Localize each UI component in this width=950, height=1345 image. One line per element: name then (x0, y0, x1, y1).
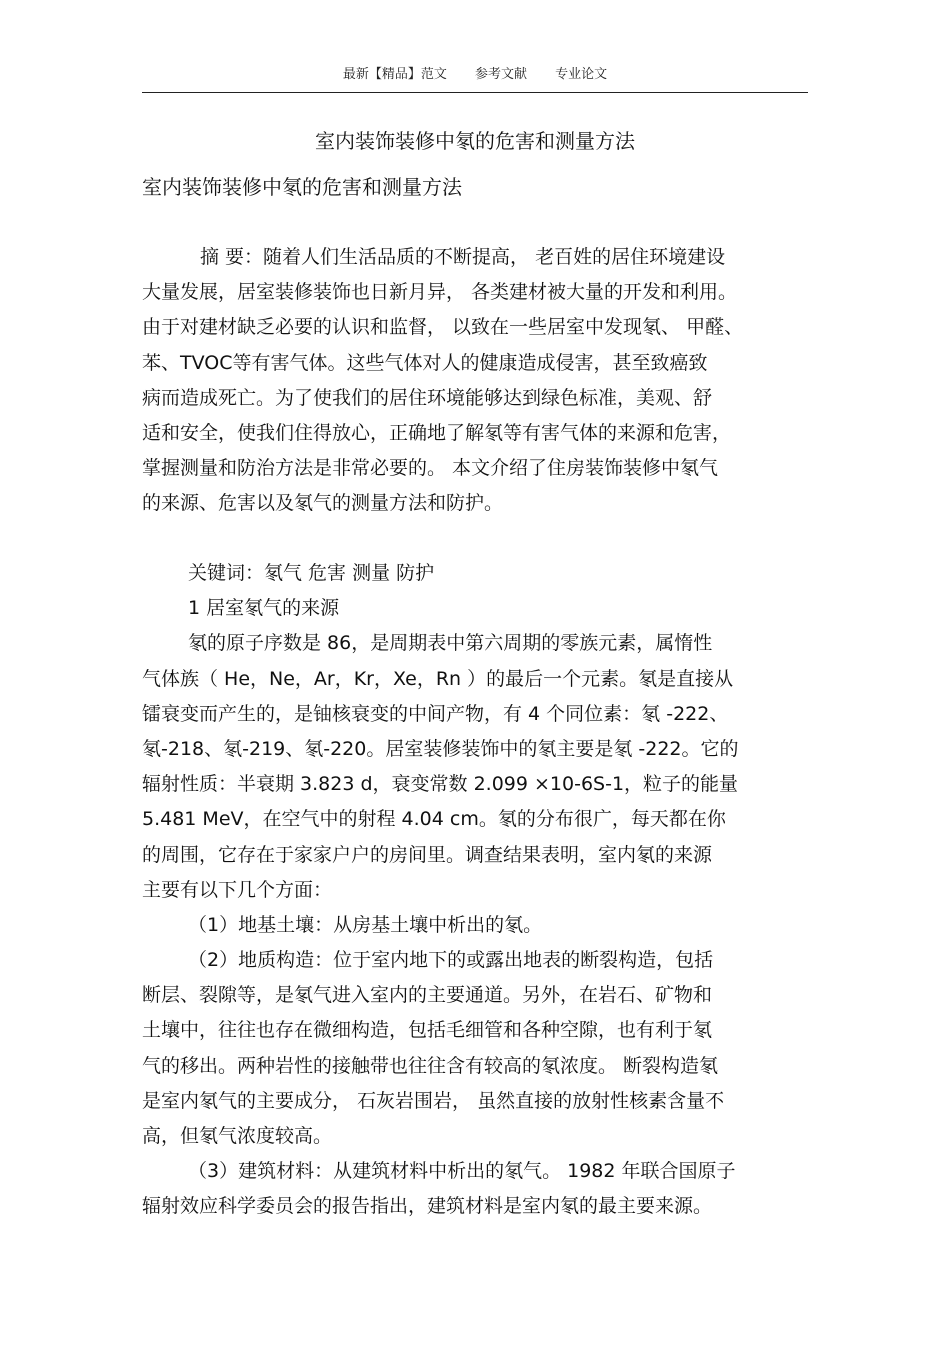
paragraph-line: 的周围，它存在于家家户户的房间里。调查结果表明，室内氡的来源 (142, 843, 713, 866)
paragraph-line: 高，但氡气浓度较高。 (142, 1125, 333, 1147)
paragraph-line: 气体族（ He，Ne，Ar，Kr，Xe，Rn ）的最后一个元素。氡是直接从 (142, 667, 734, 690)
paragraph-line: 土壤中，往往也存在微细构造，包括毛细管和各种空隙，也有利于氡 (142, 1019, 713, 1042)
abstract-line: 摘 要：随着人们生活品质的不断提高， 老百姓的居住环境建设 (200, 246, 726, 268)
abstract-section (142, 240, 808, 522)
abstract-line: 由于对建材缺乏必要的认识和监督， 以致在一些居室中发现氡、 甲醛、 (142, 316, 744, 339)
paragraph-line: 主要有以下几个方面： (142, 878, 333, 901)
paragraph-line: 氡的原子序数是 86，是周期表中第六周期的零族元素，属惰性 (188, 632, 713, 655)
header-item-3: 专业论文 (555, 67, 608, 82)
document-title: 室内装饰装修中氡的危害和测量方法 (315, 129, 635, 153)
list-item: （1）地基土壤：从房基土壤中析出的氡。 (188, 913, 543, 936)
section-heading: 1 居室氡气的来源 (188, 597, 340, 620)
document-subtitle: 室内装饰装修中氡的危害和测量方法 (142, 175, 462, 199)
abstract-line: 适和安全，使我们住得放心，正确地了解氡等有害气体的来源和危害， (142, 421, 732, 444)
paragraph-line: 是室内氡气的主要成分， 石灰岩围岩， 虽然直接的放射性核素含量不 (142, 1089, 725, 1112)
keywords-line: 关键词：氡气 危害 测量 防护 (188, 562, 435, 584)
paragraph-line: 气的移出。两种岩性的接触带也往往含有较高的氡浓度。 断裂构造氡 (142, 1054, 719, 1077)
abstract-line: 病而造成死亡。为了使我们的居住环境能够达到绿色标准，美观、舒 (142, 386, 713, 409)
abstract-line: 大量发展，居室装修装饰也日新月异， 各类建材被大量的开发和利用。 (142, 281, 738, 304)
paragraph-line: 辐射性质：半衰期 3.823 d，衰变常数 2.099 ×10-6S-1，粒子的能量 (142, 773, 739, 796)
paragraph-line: 5.481 MeV，在空气中的射程 4.04 cm。氡的分布很广，每天都在你 (142, 808, 726, 831)
list-item: （2）地质构造：位于室内地下的或露出地表的断裂构造，包括 (188, 949, 714, 972)
page-header (142, 62, 808, 93)
list-item: （3）建筑材料：从建筑材料中析出的氡气。 1982 年联合国原子 (188, 1160, 736, 1183)
abstract-line: 苯、TVOC等有害气体。这些气体对人的健康造成侵害，甚至致癌致 (142, 351, 708, 374)
paragraph-line: 镭衰变而产生的，是铀核衰变的中间产物，有 4 个同位素：氡 -222、 (142, 702, 729, 725)
abstract-line: 掌握测量和防治方法是非常必要的。 本文介绍了住房装饰装修中氡气 (142, 457, 719, 480)
paragraph-line: 氡-218、氡-219、氡-220。居室装修装饰中的氡主要是氡 -222。它的 (142, 737, 739, 760)
abstract-line: 的来源、危害以及氡气的测量方法和防护。 (142, 492, 504, 515)
main-section (142, 556, 808, 1225)
header-item-1: 最新【精品】范文 (342, 67, 447, 82)
paragraph-line: 断层、裂隙等，是氡气进入室内的主要通道。另外，在岩石、矿物和 (142, 984, 713, 1007)
header-item-2: 参考文献 (474, 67, 527, 82)
paragraph-line: 辐射效应科学委员会的报告指出，建筑材料是室内氡的最主要来源。 (142, 1195, 713, 1218)
